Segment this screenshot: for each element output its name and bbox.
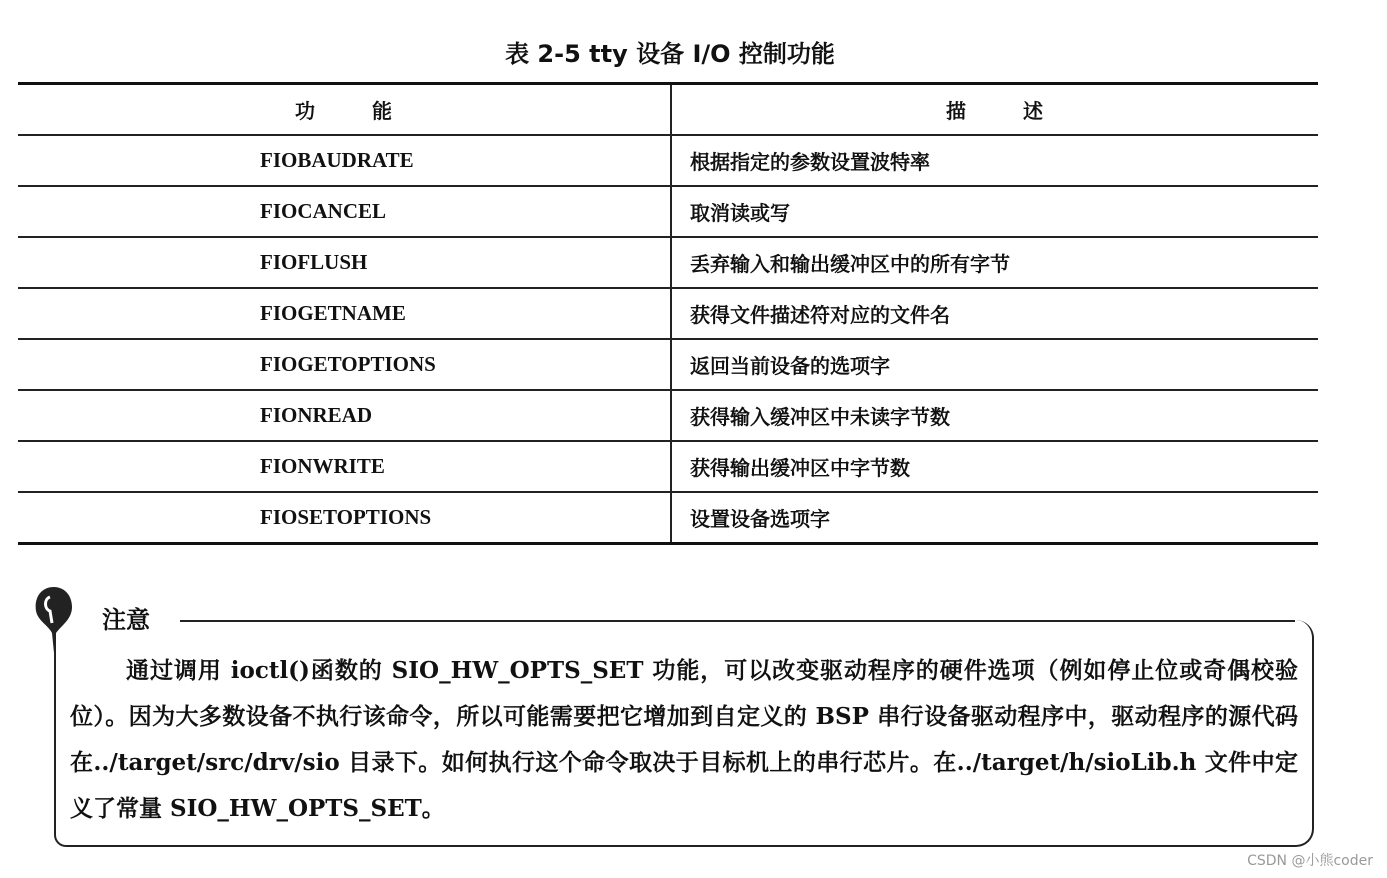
function-name-cell: FIOGETOPTIONS [18, 339, 671, 390]
column-header-function: 功 能 [18, 84, 671, 136]
note-text: 通过调用 ioctl()函数的 SIO_HW_OPTS_SET 功能，可以改变驱动程序的硬件选项（例如停止位或奇偶校验位）。因为大多数设备不执行该命令，所以可能需要把它增加到自定义的 BSP 串行设备驱动程序中，驱动程序的源代码在../target/src/drv/sio 目录下。如何执行这个命令取决于目标机上的串行芯片。在../target/h/sioLib.h 文件中定义了常量 SIO_HW_OPTS_SET。 [70, 657, 1298, 822]
table-title: 表 2-5 tty 设备 I/O 控制功能 [505, 40, 835, 68]
table-row [18, 339, 1318, 390]
ioctl-functions-table [18, 82, 1318, 545]
description-cell: 获得文件描述符对应的文件名 [671, 288, 1318, 339]
description-cell: 获得输出缓冲区中字节数 [671, 441, 1318, 492]
table-row [18, 492, 1318, 544]
description-cell: 获得输入缓冲区中未读字节数 [671, 390, 1318, 441]
table-row [18, 237, 1318, 288]
watermark: CSDN @小熊coder [1247, 853, 1373, 869]
table-header-row [18, 84, 1318, 136]
table-row [18, 288, 1318, 339]
function-name-cell: FIONREAD [18, 390, 671, 441]
table-row [18, 441, 1318, 492]
table-row [18, 390, 1318, 441]
description-cell: 取消读或写 [671, 186, 1318, 237]
description-cell: 根据指定的参数设置波特率 [671, 135, 1318, 186]
function-name-cell: FIOSETOPTIONS [18, 492, 671, 544]
table-row [18, 186, 1318, 237]
note-label: 注意 [102, 606, 150, 634]
function-name-cell: FIOBAUDRATE [18, 135, 671, 186]
table-row [18, 135, 1318, 186]
function-name-cell: FIOFLUSH [18, 237, 671, 288]
function-name-cell: FIOCANCEL [18, 186, 671, 237]
function-name-cell: FIONWRITE [18, 441, 671, 492]
description-cell: 丢弃输入和输出缓冲区中的所有字节 [671, 237, 1318, 288]
column-header-description: 描 述 [671, 84, 1318, 136]
description-cell: 设置设备选项字 [690, 507, 830, 531]
description-cell: 返回当前设备的选项字 [671, 339, 1318, 390]
function-name-cell: FIOGETNAME [18, 288, 671, 339]
